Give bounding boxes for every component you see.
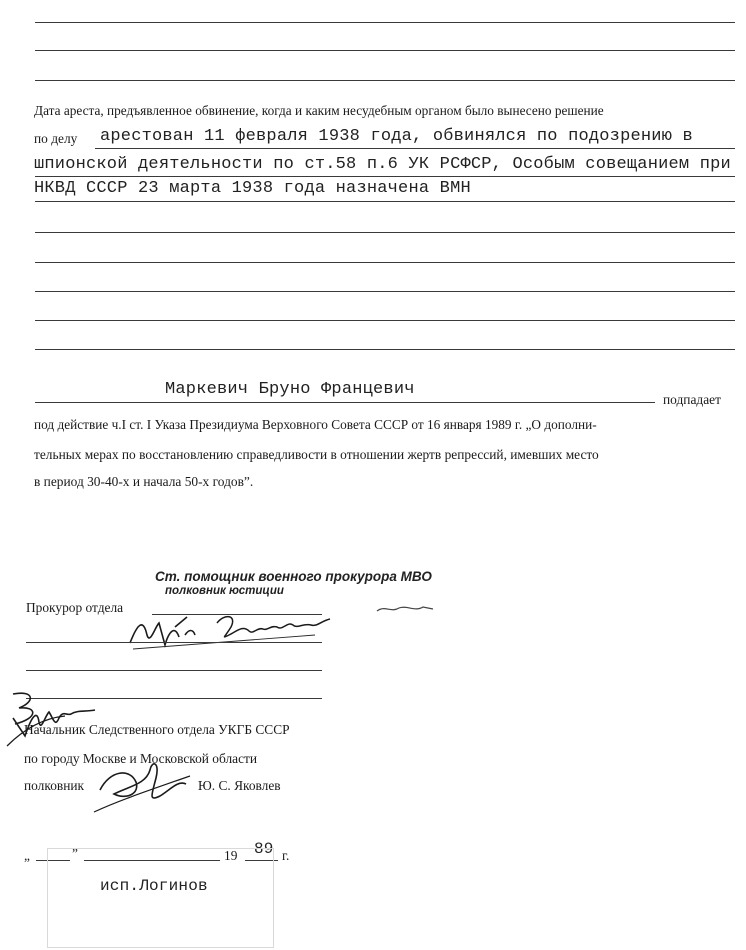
person-suffix: подпадает (663, 392, 721, 407)
stamp-mark (375, 603, 435, 615)
ruled-line (35, 201, 735, 202)
answer-line1: арестован 11 февраля 1938 года, обвинялся по подозрению в (100, 127, 693, 146)
question-text-line1: Дата ареста, предъявленное обвинение, когда и каким несудебным органом было вынесено решение (34, 103, 604, 118)
investigation-title-line2: по городу Москве и Московской области (24, 751, 258, 766)
prosecutor-stamp-line1: Ст. помощник военного прокурора МВО (155, 569, 432, 584)
ruled-line (35, 291, 735, 292)
prosecutor-signature (125, 605, 355, 655)
date-open-quote: „ (24, 848, 30, 863)
prosecutor-label: Прокурор отдела (26, 600, 124, 615)
ruled-line (95, 148, 735, 149)
date-century: 19 (224, 848, 238, 863)
decree-line2: тельных мерах по восстановлению справедливости в отношении жертв репрессий, имевших место (34, 447, 599, 462)
person-name: Маркевич Бруно Францевич (165, 380, 415, 399)
date-suffix: г. (282, 848, 290, 863)
answer-line3: НКВД СССР 23 марта 1938 года назначена ВМН (34, 179, 471, 198)
ruled-line (35, 402, 655, 403)
ruled-line (35, 22, 735, 23)
date-close-quote: ” (72, 846, 78, 861)
ruled-line (26, 670, 322, 671)
date-year: 89 (254, 840, 274, 858)
ruled-line (26, 642, 322, 643)
answer-line2: шпионской деятельности по ст.58 п.6 УК РСФСР, Особым совещанием при (34, 155, 731, 174)
ruled-line (35, 262, 735, 263)
investigation-rank: полковник (24, 778, 85, 793)
investigation-title-line1: Начальник Следственного отдела УКГБ СССР (24, 722, 290, 737)
ruled-line (35, 80, 735, 81)
ruled-line (35, 320, 735, 321)
investigation-signature-left (5, 688, 115, 758)
investigation-name: Ю. С. Яковлев (198, 778, 281, 793)
ruled-line (35, 176, 735, 177)
question-text-prefix: по делу (34, 131, 78, 146)
executor-name: исп.Логинов (100, 877, 208, 895)
decree-line3: в период 30-40-х и начала 50-х годов”. (34, 474, 254, 489)
ruled-line (35, 50, 735, 51)
faint-stamp-box (47, 848, 274, 948)
decree-line1: под действие ч.I ст. I Указа Президиума Верховного Совета СССР от 16 января 1989 г. „О дополни- (34, 417, 597, 432)
investigation-signature-right (90, 750, 200, 820)
prosecutor-stamp-line2: полковник юстиции (165, 585, 284, 597)
ruled-line (35, 349, 735, 350)
ruled-line (35, 232, 735, 233)
